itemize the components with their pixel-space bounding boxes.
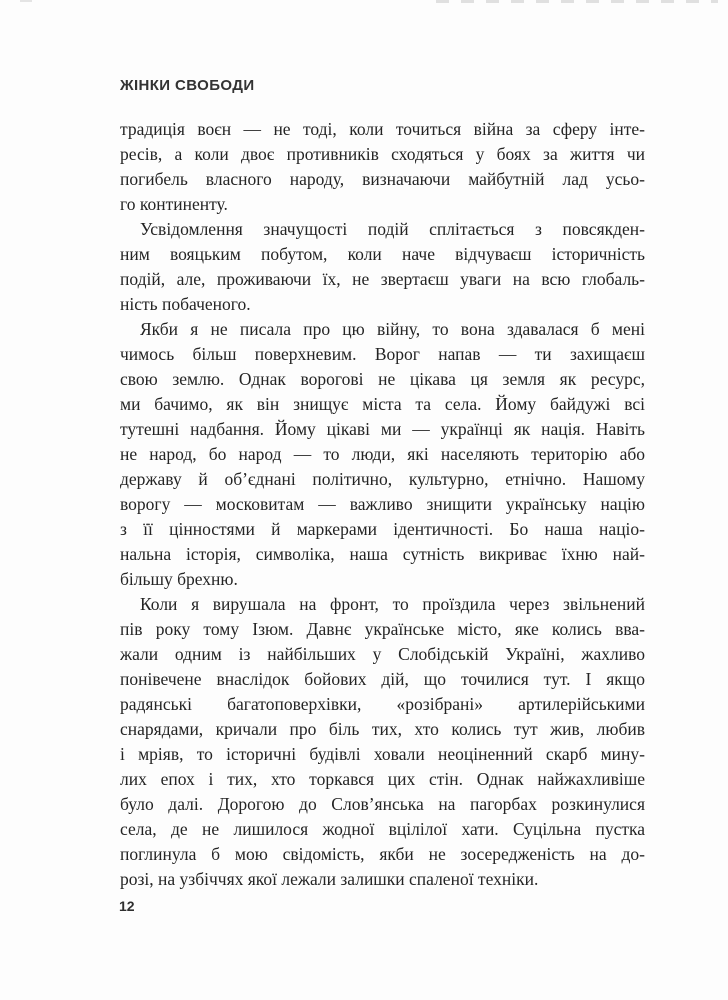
text-line: ність побаченого. <box>120 294 251 314</box>
text-line: жали одним із найбільших у Слобідській Україні, жахливо <box>120 644 645 664</box>
text-line: ворогу — московитам — важливо знищити українську націю <box>120 494 645 514</box>
text-line: тутешні надбання. Йому цікаві ми — українці як нація. Навіть <box>120 419 645 439</box>
text-line: розі, на узбіччях якої лежали залишки спаленої техніки. <box>120 869 539 889</box>
page-number: 12 <box>119 898 135 914</box>
page-top-scan-artifact <box>436 0 718 3</box>
text-line: Якби я не писала про цю війну, то вона здавалася б мені <box>140 319 645 339</box>
text-line: снарядами, кричали про біль тих, хто колись тут жив, любив <box>120 719 645 739</box>
text-line: чимось більш поверхневим. Ворог напав — ти захищаєш <box>120 344 645 364</box>
text-line: поглинула б мою свідомість, якби не зосередженість на до- <box>120 844 645 864</box>
text-line: державу й об’єднані політично, культурно, етнічно. Нашому <box>120 469 645 489</box>
text-line: погибель власного народу, визначаючи майбутній лад усьо- <box>120 169 645 189</box>
text-line: нальна історія, символіка, наша сутність викриває їхню най- <box>120 544 645 564</box>
text-line: не народ, бо народ — то люди, які населяють територію або <box>120 444 645 464</box>
text-line: радянські багатоповерхівки, «розібрані» артилерійськими <box>120 694 645 714</box>
page-top-left-scan-artifact <box>20 0 32 2</box>
text-line: понівечене внаслідок бойових дій, що точилися тут. І якщо <box>120 669 645 689</box>
text-line: ним вояцьким побутом, коли наче відчуваєш історичність <box>120 244 645 264</box>
running-head: ЖІНКИ СВОБОДИ <box>120 77 255 94</box>
text-line: з її цінностями й маркерами ідентичності. Бо наша націо- <box>120 519 645 539</box>
text-line: було далі. Дорогою до Слов’янська на пагорбах розкинулися <box>120 794 645 814</box>
text-line: подій, але, проживаючи їх, не звертаєш уваги на всю глобаль- <box>120 269 645 289</box>
text-line: і мріяв, то історичні будівлі ховали неоціненний скарб мину- <box>120 744 645 764</box>
text-line: го континенту. <box>120 194 228 214</box>
text-line: традиція воєн — не тоді, коли точиться війна за сферу інте- <box>120 119 645 139</box>
text-line: лих епох і тих, хто торкався цих стін. Однак найжахливіше <box>120 769 645 789</box>
text-line: Коли я вирушала на фронт, то проїздила через звільнений <box>140 594 645 614</box>
text-line: пів року тому Ізюм. Давнє українське місто, яке колись вва- <box>120 619 645 639</box>
text-line: більшу брехню. <box>120 569 238 589</box>
text-line: ми бачимо, як він знищує міста та села. Йому байдужі всі <box>120 394 645 414</box>
text-line: Усвідомлення значущості подій сплітається з повсякден- <box>140 219 645 239</box>
text-line: села, де не лишилося жодної вцілілої хати. Суцільна пустка <box>120 819 645 839</box>
text-line: ресів, а коли двоє противників сходяться у боях за життя чи <box>120 144 645 164</box>
body-text-block <box>120 117 645 892</box>
text-line: свою землю. Однак ворогові не цікава ця земля як ресурс, <box>120 369 645 389</box>
